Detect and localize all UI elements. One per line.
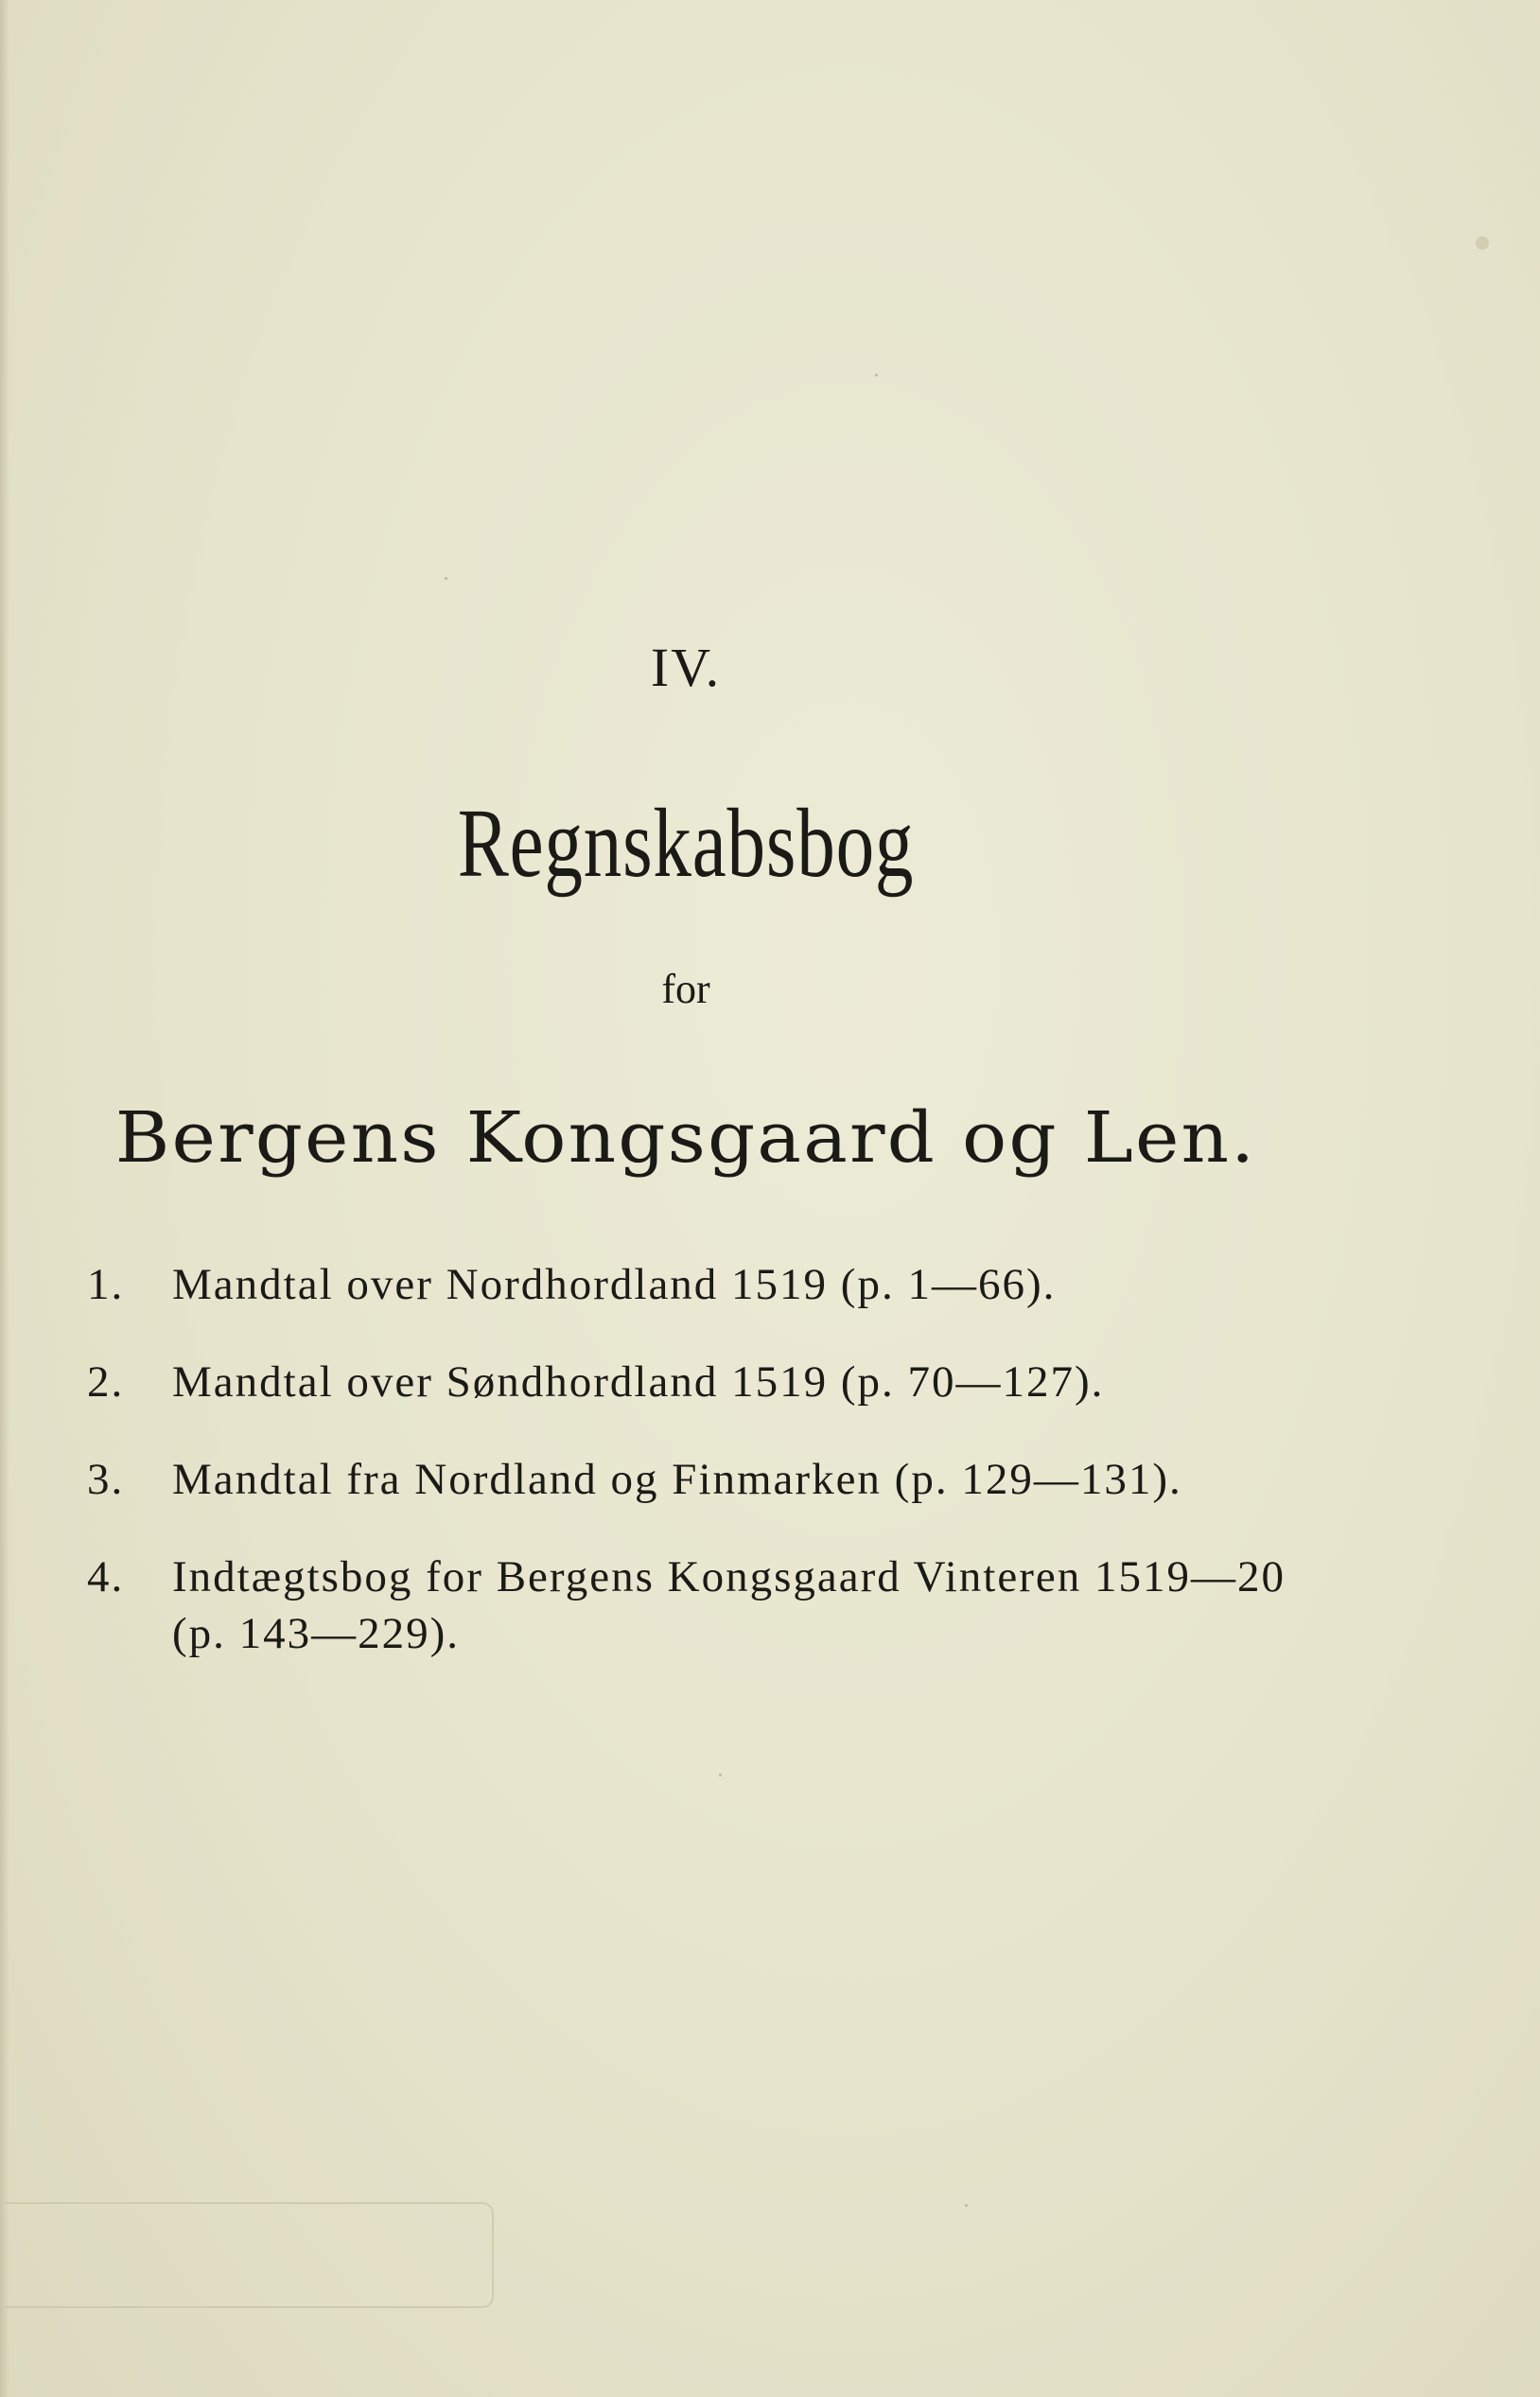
entry-number: 2. xyxy=(87,1357,125,1407)
entry-text: Mandtal fra Nordland og Finmarken (p. 129—131). xyxy=(172,1455,1182,1504)
contents-list xyxy=(87,1256,1317,1703)
paper-speck xyxy=(445,577,447,580)
title-connector: for xyxy=(661,966,710,1012)
page-edge-shadow xyxy=(0,0,9,2397)
contents-entry xyxy=(87,1451,1317,1508)
paper-speck xyxy=(965,2204,968,2207)
paper-speck xyxy=(719,1774,722,1776)
entry-text: Mandtal over Nordhordland 1519 (p. 1—66). xyxy=(172,1260,1057,1309)
contents-entry xyxy=(87,1354,1317,1410)
book-subtitle: Bergens Kongsgaard og Len. xyxy=(114,1097,1257,1179)
paper-speck xyxy=(875,374,878,376)
entry-text: Mandtal over Søndhordland 1519 (p. 70—127). xyxy=(172,1357,1105,1407)
section-numeral: IV. xyxy=(650,637,722,698)
entry-text: Indtægtsbog for Bergens Kongsgaard Vinteren 1519—20 (p. 143—229). xyxy=(172,1552,1286,1658)
contents-entry xyxy=(87,1548,1317,1662)
paper-speck xyxy=(1476,236,1489,250)
entry-number: 4. xyxy=(87,1552,125,1601)
entry-number: 1. xyxy=(87,1260,125,1309)
faded-stamp-outline xyxy=(6,2202,494,2308)
book-title: Regnskabsbog xyxy=(457,789,915,898)
entry-number: 3. xyxy=(87,1455,125,1504)
contents-entry xyxy=(87,1256,1317,1313)
